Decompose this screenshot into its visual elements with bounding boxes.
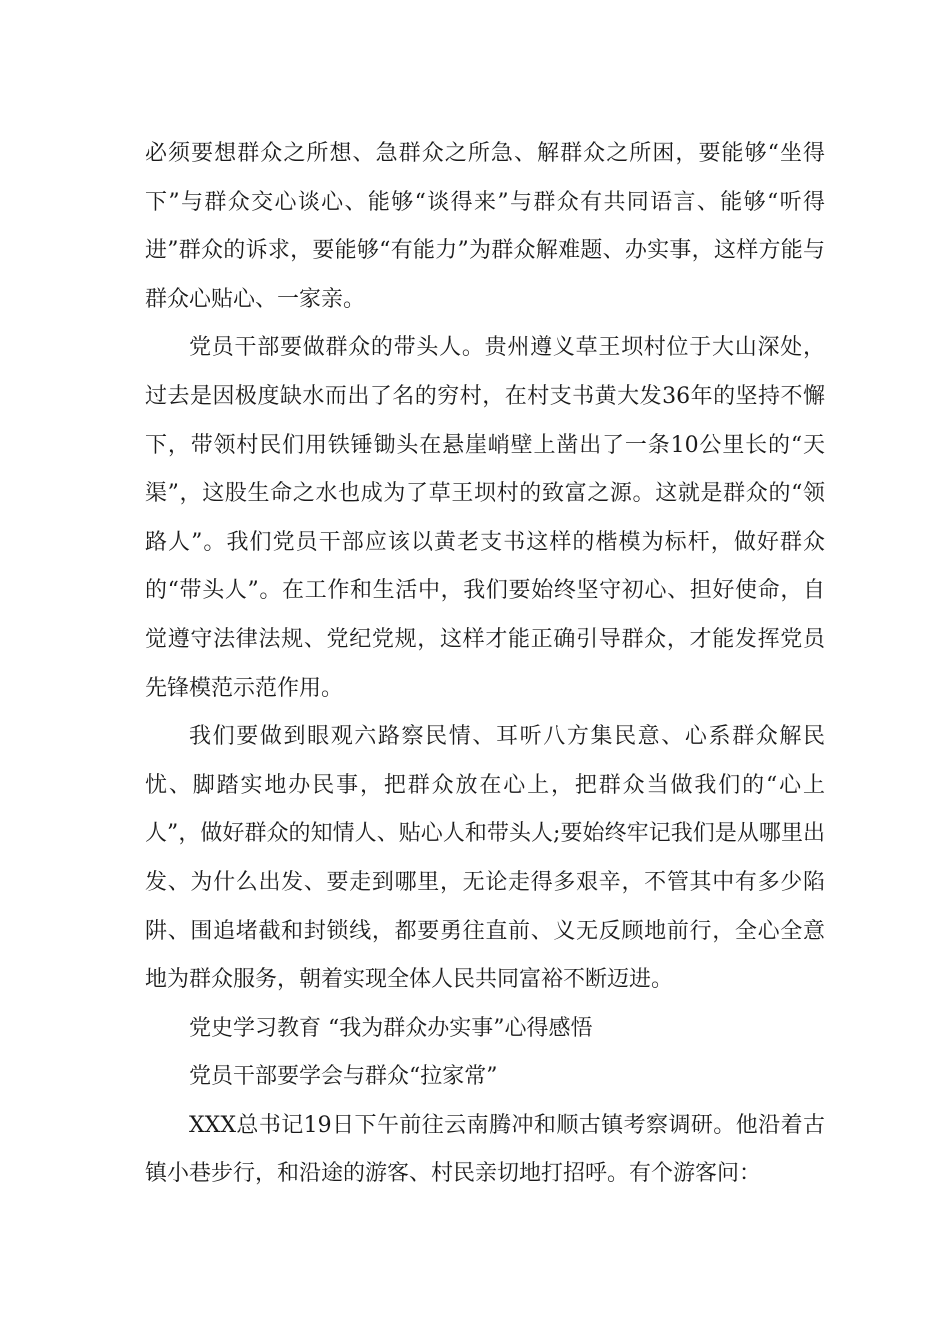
body-paragraph-4: XXX总书记19日下午前往云南腾冲和顺古镇考察调研。他沿着古镇小巷步行，和沿途的游客、村民亲切地打招呼。有个游客问：: [145, 1112, 825, 1187]
document-body: [145, 130, 825, 1199]
body-paragraph-1: 必须要想群众之所想、急群众之所急、解群众之所困，要能够“坐得下”与群众交心谈心、能够“谈得来”与群众有共同语言、能够“听得进”群众的诉求，要能够“有能力”为群众解难题、办实事，这样方能与群众心贴心、一家亲。: [145, 141, 825, 312]
section-heading: 党史学习教育 “我为群众办实事”心得感悟: [189, 1015, 593, 1041]
body-paragraph-3: 我们要做到眼观六路察民情、耳听八方集民意、心系群众解民忧、脚踏实地办民事，把群众放在心上，把群众当做我们的“心上人”，做好群众的知情人、贴心人和带头人;要始终牢记我们是从哪里出发、为什么出发、要走到哪里，无论走得多艰辛，不管其中有多少陷阱、围追堵截和封锁线，都要勇往直前、义无反顾地前行，全心全意地为群众服务，朝着实现全体人民共同富裕不断迈进。: [145, 724, 825, 993]
section-subheading: 党员干部要学会与群众“拉家常”: [189, 1064, 498, 1090]
body-paragraph-2: 党员干部要做群众的带头人。贵州遵义草王坝村位于大山深处，过去是因极度缺水而出了名的穷村，在村支书黄大发36年的坚持不懈下，带领村民们用铁锤锄头在悬崖峭壁上凿出了一条10公里长的“天渠”，这股生命之水也成为了草王坝村的致富之源。这就是群众的“领路人”。我们党员干部应该以黄老支书这样的楷模为标杆，做好群众的“带头人”。在工作和生活中，我们要始终坚守初心、担好使命，自觉遵守法律法规、党纪党规，这样才能正确引导群众，才能发挥党员先锋模范示范作用。: [145, 335, 825, 701]
